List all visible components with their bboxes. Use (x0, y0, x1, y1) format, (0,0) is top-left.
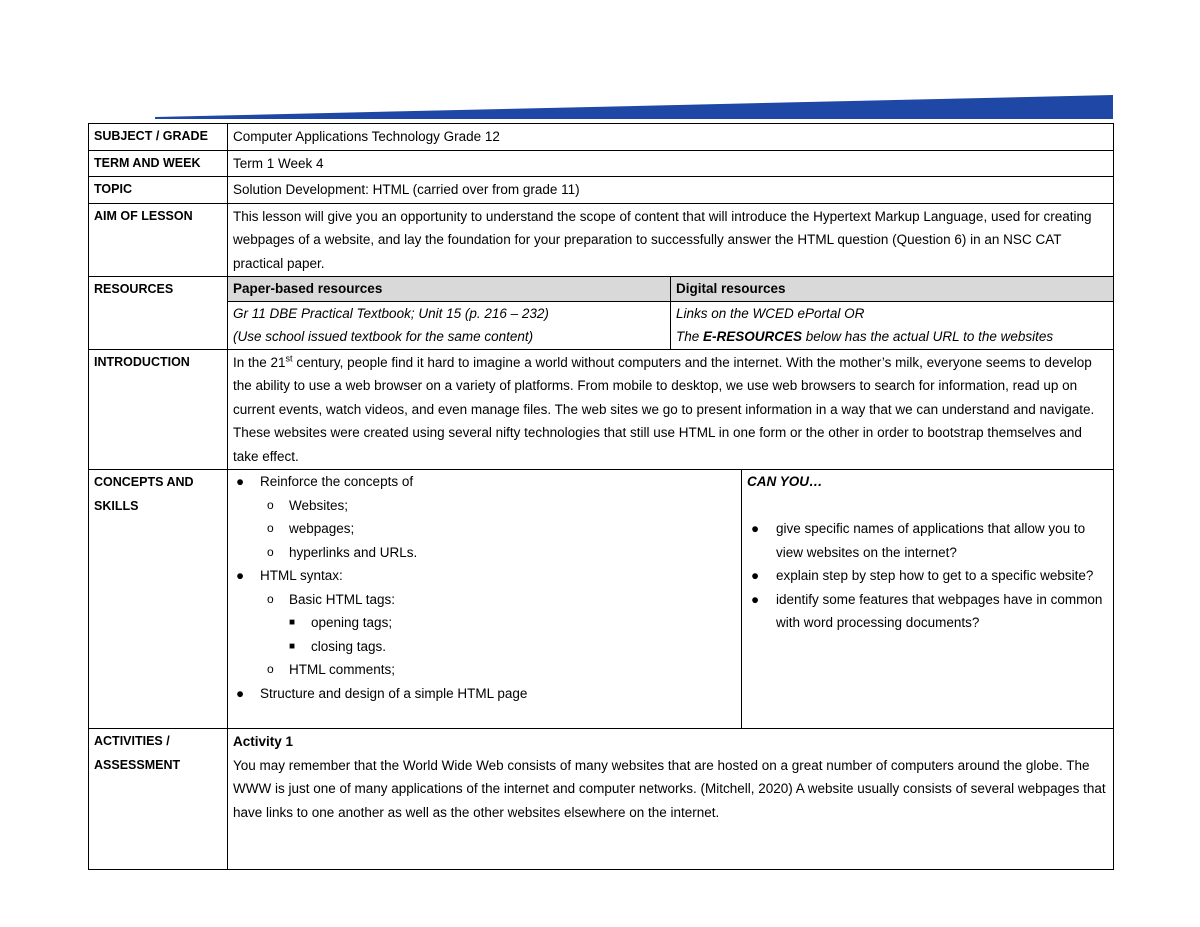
bullet-icon: ● (236, 568, 245, 583)
circle-bullet-icon: o (267, 521, 274, 535)
circle-bullet-icon: o (267, 544, 274, 559)
introduction-label: INTRODUCTION (89, 349, 228, 470)
subject-label: SUBJECT / GRADE (89, 124, 228, 151)
digital-resource-line-1: Links on the WCED ePortal OR (676, 305, 865, 321)
header-banner-stripe (155, 93, 1113, 119)
circle-bullet-icon: o (267, 591, 274, 606)
bullet-icon: ● (236, 685, 245, 701)
concepts-cell (228, 470, 1114, 729)
list-item: o webpages; (233, 517, 736, 541)
subject-value: Computer Applications Technology Grade 12 (228, 124, 1114, 151)
circle-bullet-icon: o (267, 662, 274, 676)
e-resources-term: E-RESOURCES (703, 329, 803, 344)
row-aim (89, 203, 1114, 277)
square-bullet-icon: ■ (289, 617, 296, 628)
resources-label: RESOURCES (89, 277, 228, 350)
square-bullet-icon: ■ (289, 640, 296, 652)
topic-value: Solution Development: HTML (carried over from grade 11) (228, 177, 1114, 204)
term-label: TERM AND WEEK (89, 150, 228, 177)
can-you-title: CAN YOU… (747, 474, 823, 489)
activity-title: Activity 1 (233, 734, 294, 749)
digital-resource-line-2: The E-RESOURCES below has the actual URL to the websites (676, 329, 1054, 344)
paper-resources-content (228, 301, 671, 349)
list-item: o Basic HTML tags: (233, 588, 736, 612)
topic-label: TOPIC (89, 177, 228, 204)
circle-bullet-icon: o (267, 497, 274, 512)
aim-value: This lesson will give you an opportunity to understand the scope of content that will introduce the Hypertext Markup Language, used for creating webpages of a website, and lay the foundation for your preparation to successfully answer the HTML question (Question 6) in an NSC CAT practical paper. (228, 203, 1114, 277)
activities-label: ACTIVITIES / ASSESSMENT (89, 729, 228, 870)
row-subject (89, 124, 1114, 151)
paper-resource-line-2: (Use school issued textbook for the same content) (233, 329, 534, 344)
list-item: ● give specific names of applications that allow you to view websites on the internet? (747, 517, 1108, 564)
list-item: o HTML comments; (233, 658, 736, 682)
row-term (89, 150, 1114, 177)
list-item: ● explain step by step how to get to a specific website? (747, 564, 1108, 588)
list-item: ● HTML syntax: (233, 564, 736, 588)
list-item: o hyperlinks and URLs. (233, 541, 736, 565)
concepts-label: CONCEPTS AND SKILLS (89, 470, 228, 729)
term-value: Term 1 Week 4 (228, 150, 1114, 177)
bullet-icon: ● (751, 591, 760, 607)
list-item: ● Structure and design of a simple HTML page (233, 682, 736, 706)
list-item: ■ closing tags. (233, 635, 736, 659)
paper-resource-line-1: Gr 11 DBE Practical Textbook; Unit 15 (p. 216 – 232) (233, 305, 549, 321)
list-item: ● Reinforce the concepts of (233, 470, 736, 494)
digital-resources-header: Digital resources (671, 277, 1114, 301)
paper-resources-header: Paper-based resources (228, 277, 671, 301)
aim-label: AIM OF LESSON (89, 203, 228, 277)
bullet-icon: ● (236, 474, 245, 489)
row-resources (89, 277, 1114, 350)
resources-cell (228, 277, 1114, 350)
can-you-list (742, 470, 1114, 728)
row-topic (89, 177, 1114, 204)
concepts-list (228, 470, 742, 728)
bullet-icon: ● (751, 521, 760, 536)
concepts-split (228, 470, 1113, 728)
activity-text: You may remember that the World Wide Web consists of many websites that are hosted on a great number of computers around the globe. The WWW is just one of many applications of the internet and computer networks. (Mitchell, 2020) A website usually consists of several webpages that have links to one another as well as the other websites elsewhere on the internet. (233, 757, 1106, 820)
row-introduction (89, 349, 1114, 470)
list-item: ■ opening tags; (233, 611, 736, 635)
list-item: ● identify some features that webpages have in common with word processing documents? (747, 588, 1108, 635)
list-item: o Websites; (233, 494, 736, 518)
lesson-plan-table (88, 123, 1114, 870)
digital-resources-content (671, 301, 1114, 349)
introduction-text: In the 21st century, people find it hard to imagine a world without computers and the internet. With the mother’s milk, everyone seems to develop the ability to use a web browser on a variety of platforms. From mobile to desktop, we use web browsers to search for information, read up on current events, watch videos, and even manage files. The web sites we go to present information in a way that we can understand and navigate. These websites were created using several nifty technologies that still use HTML in one form or the other in order to bootstrap themselves and take effect. (228, 349, 1114, 470)
row-concepts (89, 470, 1114, 729)
resources-table (228, 277, 1113, 349)
bullet-icon: ● (751, 568, 760, 583)
activities-content (228, 729, 1114, 870)
row-activities (89, 729, 1114, 870)
